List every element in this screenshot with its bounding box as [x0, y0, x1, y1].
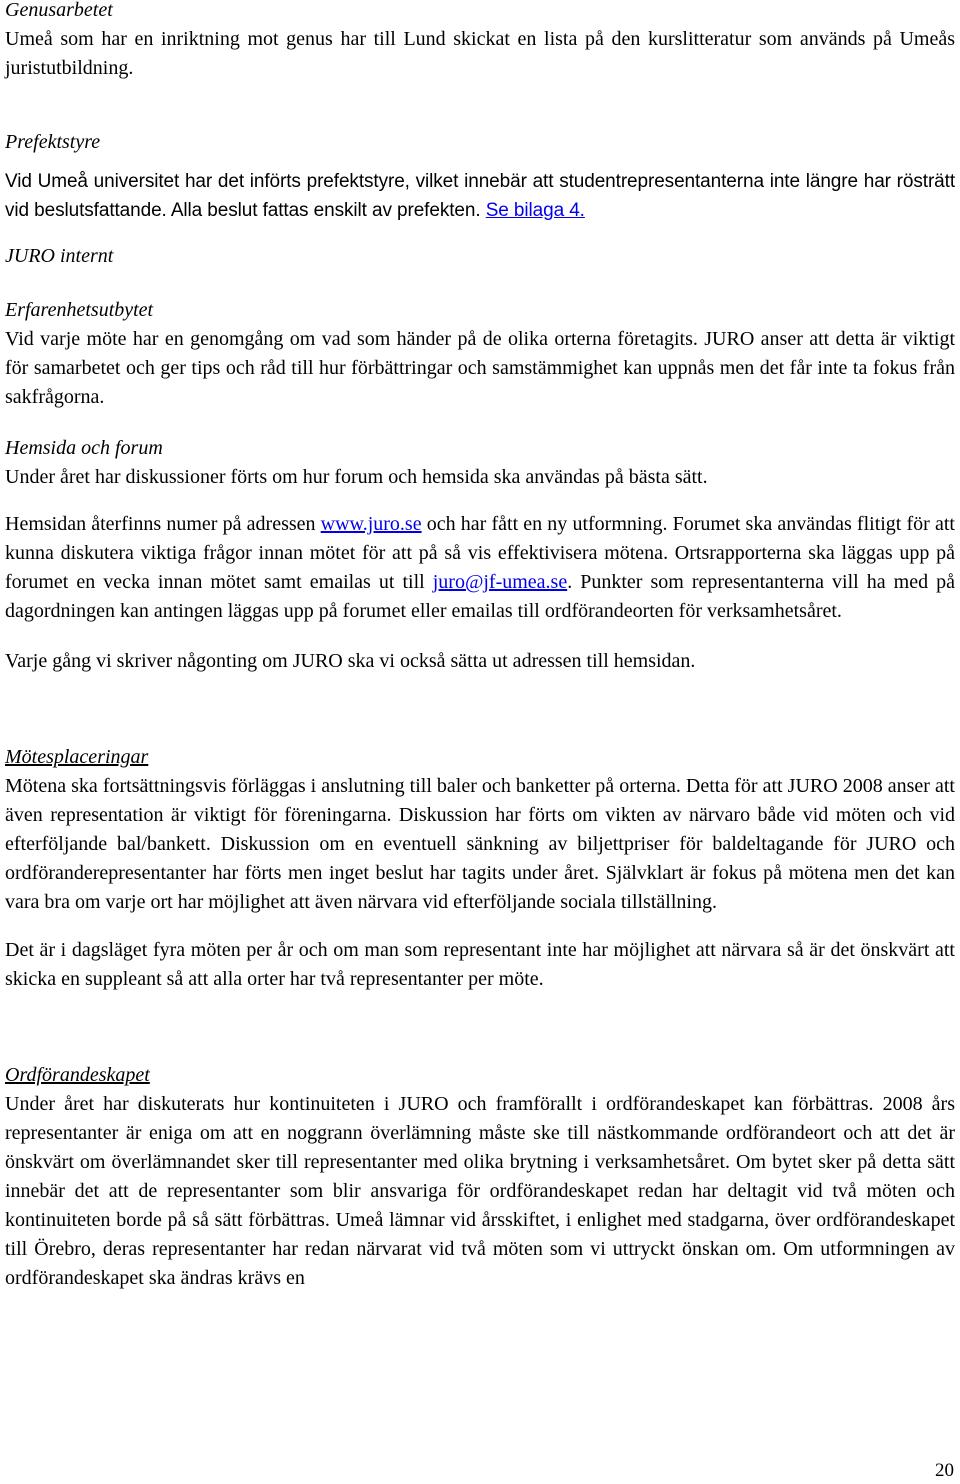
section-paragraph: Umeå som har en inriktning mot genus har till Lund skickat en lista på den kurslitteratur som används på Umeås juristutbildning.: [5, 28, 955, 79]
section-motesplaceringar: [5, 743, 955, 994]
page-number: 20: [935, 1460, 954, 1481]
section-genusarbetet: [5, 0, 955, 83]
section-heading: Genusarbetet: [5, 0, 113, 21]
section-paragraph: Vid varje möte har en genomgång om vad som händer på de olika orterna företagits. JURO anser att detta är viktigt för samarbetet och ger tips och råd till hur förbättringar och samstämmighet kan uppnås men det får inte ta fokus från sakfrågorna.: [5, 328, 955, 408]
website-link[interactable]: www.juro.se: [320, 513, 422, 535]
section-heading: Hemsida och forum: [5, 437, 163, 459]
section-paragraph: Mötena ska fortsättningsvis förläggas i anslutning till baler och banketter på orterna. Detta för att JURO 2008 anser att även representation är viktigt för föreningarna. Diskussion har förts om vikten av närvaro både vid möten och vid efterföljande bal/bankett. Diskussion om en eventuell sänkning av biljettpriser för baldeltagande för JURO och ordföranderepresentanter har förts men inget beslut har tagits under året. Självklart är fokus på mötena men det kan vara bra om varje ort har möjlighet att även närvara vid efterföljande sociala tillställning.: [5, 775, 955, 913]
section-paragraph: Under året har diskuterats hur kontinuiteten i JURO och framförallt i ordförandeskapet kan förbättras. 2008 års representanter är eniga om att en noggrann överlämning måste ske till nästkommande ordförandeort och att det är önskvärt om överlämnandet sker till representanter med olika brytning i verksamhetsåret. Om bytet sker på detta sätt innebär det att de representanter som blir ansvariga för ordförandeskapet redan har deltagit vid två möten och kontinuiteten borde på så sätt förbättras. Umeå lämnar vid årsskiftet, i enlighet med stadgarna, över ordförandeskapet till Örebro, deras representanter har redan närvarat vid två möten som vi uttryckt önskan om. Om utformningen av ordförandeskapet ska ändras krävs en: [5, 1093, 955, 1289]
section-heading: Prefektstyre: [5, 131, 101, 153]
section-paragraph: [5, 510, 955, 626]
section-juro-internt: [5, 242, 955, 271]
paragraph-text: Hemsidan återfinns numer på adressen: [5, 513, 321, 535]
section-paragraph: [5, 167, 955, 225]
section-prefektstyre: [5, 128, 955, 225]
section-ordforandeskapet: [5, 1061, 955, 1293]
section-heading: Ordförandeskapet: [5, 1064, 150, 1086]
section-heading: JURO internt: [5, 245, 114, 267]
section-paragraph: Varje gång vi skriver någonting om JURO ska vi också sätta ut adressen till hemsidan.: [5, 650, 696, 672]
section-paragraph: Det är i dagsläget fyra möten per år och om man som representant inte har möjlighet att närvara så är det önskvärt att skicka en suppleant så att alla orter har två representanter per möte.: [5, 939, 955, 990]
section-erfarenhetsutbytet: [5, 296, 955, 412]
paragraph-text: Vid Umeå universitet har det införts prefektstyre, vilket innebär att studentrepresentanterna inte längre har rösträtt vid beslutsfattande. Alla beslut fattas enskilt av prefekten.: [5, 171, 955, 221]
paragraph-text: . Punkter som representanterna vill ha med på dagordningen kan antingen läggas upp på forumet eller emailas till ordförandeorten för verksamhetsåret.: [5, 571, 955, 622]
paragraph-text: och har fått en ny utformning. Forumet ska användas flitigt för att kunna diskutera viktiga frågor innan mötet för att på så vis effektivisera mötena. Ortsrapporterna ska läggas upp på forumet en vecka innan mötet samt emailas ut till: [5, 513, 955, 593]
section-heading: Mötesplaceringar: [5, 746, 149, 768]
email-link[interactable]: juro@jf-umea.se: [432, 571, 568, 593]
bilaga-link[interactable]: Se bilaga 4.: [485, 200, 585, 221]
section-paragraph: Under året har diskussioner förts om hur forum och hemsida ska användas på bästa sätt.: [5, 466, 708, 488]
section-heading: Erfarenhetsutbytet: [5, 299, 154, 321]
section-hemsida: [5, 434, 955, 676]
document-page: [5, 0, 955, 1293]
